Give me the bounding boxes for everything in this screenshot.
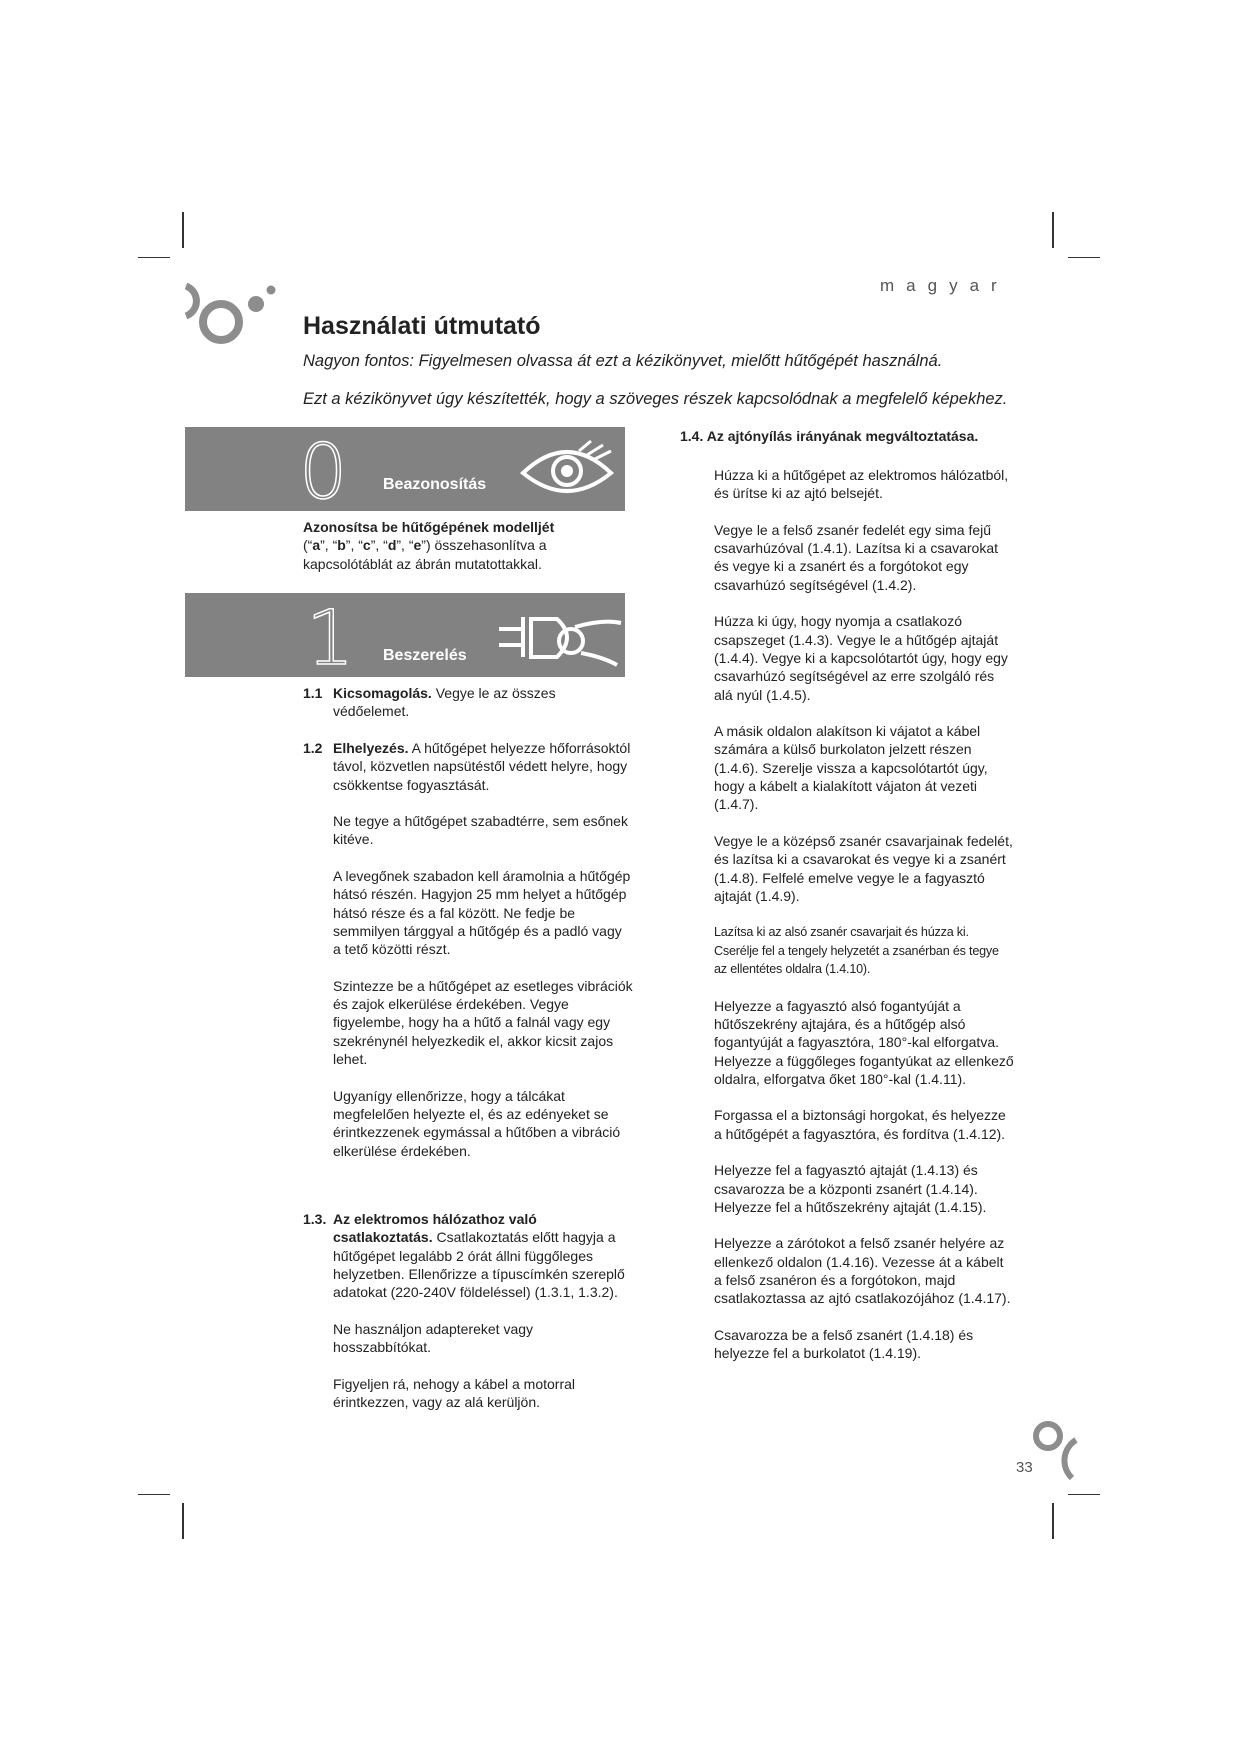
identify-model-text [303,518,623,573]
section-title: Kicsomagolás. [333,685,432,701]
intro-line-1: Nagyon fontos: Figyelmesen olvassa át ezt a kézikönyvet, mielőtt hűtőgépét használná. [303,352,943,370]
paragraph: Vegye le a felső zsanér fedelét egy sima fejű csavarhúzóval (1.4.1). Lazítsa ki a csavarokat és vegye ki a zsanért és a forgótokot egy csavarhúzó segítségével (1.4.2). [714,521,999,593]
quote-sep: ”, “ [320,537,338,554]
identify-heading: Azonosítsa be hűtőgépének modelljét [303,519,555,535]
label-b: b [337,537,346,554]
crop-mark [1068,1494,1100,1495]
paragraph: Csavarozza be a felső zsanért (1.4.18) és helyezze fel a burkolatot (1.4.19). [714,1326,974,1362]
section-1-2 [303,739,633,1199]
section-number: 1 [306,593,355,682]
paragraph: Helyezze fel a fagyasztó ajtaját (1.4.13) és csavarozza be a központi zsanért (1.4.14). Helyezze fel a hűtőszekrény ajtaját (1.4.15). [714,1162,987,1215]
section-label: Beazonosítás [383,476,487,493]
paragraph: Forgassa el a biztonsági horgokat, és helyezze a hűtőgépét a fagyasztóra, és fordítva (1.4.12). [714,1107,1006,1142]
crop-mark [138,257,170,258]
section-text: A hűtőgépet helyezze hőforrásoktól távol, közvetlen napsütéstől védett helyre, hogy csökkentse fogyasztását. [333,740,631,793]
page-corner-circles-icon [1032,1418,1080,1482]
section-1-4-heading: 1.4. Az ajtónyílás irányának megváltoztatása. [680,428,979,444]
section-text: Vegye le az összes védőelemet. [333,685,556,720]
section-banner-installation [185,593,625,682]
section-1-4-body [714,466,1014,1381]
label-e: e [413,537,422,554]
paragraph: Ugyanígy ellenőrizze, hogy a tálcákat megfelelően helyezte el, és az edényeket se érintkezzenek egymással a hűtőben a vibráció elkerülése érdekében. [333,1087,621,1159]
crop-mark [182,212,184,248]
section-number: 1.1 [303,685,323,701]
paragraph: Helyezze a zárótokot a felső zsanér helyére az ellenkező oldalon (1.4.16). Vezesse át a kábelt a felső zsanéron és a forgótokon, majd csatlakoztassa az ajtó csatlakozójához (1.4.17). [714,1235,1011,1307]
paragraph: A levegőnek szabadon kell áramolnia a hűtőgép hátsó részén. Hagyjon 25 mm helyet a hűtőgép hátsó része és a fal között. Ne fedje be semmilyen tárggyal a hűtőgép és a padló vagy a tető közötti részt. [333,868,631,958]
section-title: Elhelyezés. [333,740,409,756]
paragraph: Helyezze a fagyasztó alsó fogantyúját a hűtőszekrény ajtajára, és a hűtőgép alsó fogantyúját a fagyasztóra, 180°-kal elforgatva. Helyezze a függőleges fogantyúkat az ellenkező oldalra, elforgatva őket 180°-kal (1.4.11). [714,997,1014,1087]
brand-circles-icon [176,278,278,350]
section-text: Csatlakoztatás előtt hagyja a hűtőgépet legalább 2 órát állni függőleges helyzetben. Ellenőrizze a típuscímkén szereplő adatokat (220-240V földeléssel) (1.3.1, 1.3.2). [333,1229,625,1301]
intro-line-2: Ezt a kézikönyvet úgy készítették, hogy a szöveges részek kapcsolódnak a megfelelő képekhez. [303,390,1008,408]
paragraph: Húzza ki a hűtőgépet az elektromos hálózatból, és ürítse ki az ajtó belsejét. [714,467,1009,502]
paragraph: Ne használjon adaptereket vagy hosszabbítókat. [333,1320,534,1356]
section-title: Az elektromos hálózathoz való csatlakoztatás. [333,1211,537,1246]
identify-tail: ”) összehasonlítva a kapcsolótáblát az ábrán mutatottakkal. [303,537,547,572]
quote-sep: ”, “ [370,537,388,554]
section-banner-identification [185,427,625,516]
crop-mark [182,1503,184,1539]
paragraph: Vegye le a középső zsanér csavarjainak fedelét, és lazítsa ki a csavarokat és vegye ki a zsanért (1.4.8). Felfelé emelve vegye le a fagyasztó ajtaját (1.4.9). [714,832,1013,904]
quote-open: (“ [303,537,313,554]
section-number: 0 [299,427,348,516]
crop-mark [138,1494,170,1495]
language-label: magyar [880,276,1009,295]
label-c: c [362,537,371,554]
paragraph: Ne tegye a hűtőgépet szabadtérre, sem esőnek kitéve. [333,813,628,848]
quote-sep: ”, “ [396,537,414,554]
section-1-3 [303,1210,633,1430]
section-number: 1.2 [303,740,323,756]
page-number: 33 [1016,1459,1033,1476]
paragraph: Figyeljen rá, nehogy a kábel a motorral érintkezzen, vagy az alá kerüljön. [333,1375,576,1410]
section-1-1 [303,684,633,724]
crop-mark [1052,1503,1054,1539]
section-number: 1.3. [303,1211,327,1227]
label-a: a [312,537,321,554]
section-label: Beszerelés [383,647,467,664]
paragraph: A másik oldalon alakítson ki vájatot a kábel számára a külső burkolaton jelzett részen (1.4.6). Szerelje vissza a kapcsolótartót úgy, hogy a kábelt a kialakított vájaton át vezeti (1.4.7). [714,723,988,813]
eye-icon [517,437,617,499]
label-d: d [387,537,397,554]
crop-mark [1052,212,1054,248]
plug-icon [495,609,625,667]
paragraph: Húzza ki úgy, hogy nyomja a csatlakozó csapszeget (1.4.3). Vegye le a hűtőgép ajtaját (1.4.4). Vegye ki a kapcsolótartót úgy, hogy egy csavarhúzó segítségével az erre szolgáló rés alá nyúl (1.4.5). [714,613,1008,703]
paragraph: Lazítsa ki az alsó zsanér csavarjait és húzza ki. Cserélje fel a tengely helyzetét a zsanérban és tegye az ellentétes oldalra (1.4.10). [714,925,999,977]
quote-sep: ”, “ [345,537,363,554]
crop-mark [1068,257,1100,258]
paragraph: Szintezze be a hűtőgépet az esetleges vibrációk és zajok elkerülése érdekében. Vegye figyelembe, hogy ha a hűtő a falnál vagy egy szekrénynél helyezkedik el, akkor kicsit zajos lehet. [333,977,633,1068]
page-title: Használati útmutató [303,312,541,340]
